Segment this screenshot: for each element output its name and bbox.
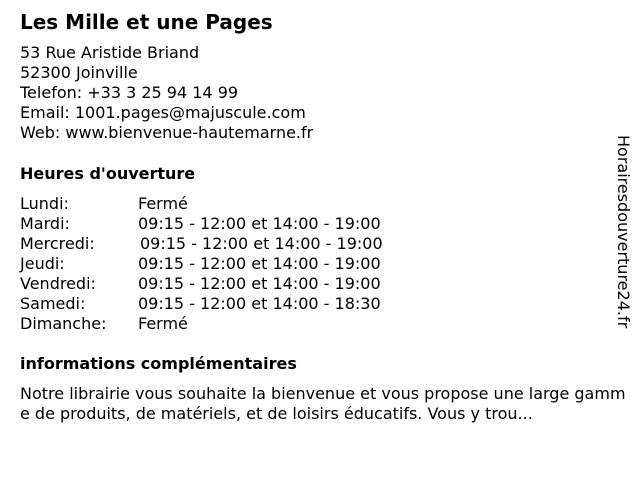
phone-link[interactable]: +33 3 25 94 14 99	[87, 83, 239, 102]
site-watermark: Horairesdouverture24.fr	[614, 135, 633, 329]
email-link[interactable]: 1001.pages@majuscule.com	[74, 103, 306, 122]
day-label: Samedi:	[20, 294, 86, 313]
day-label: Vendredi:	[20, 274, 96, 293]
city-address: 52300 Joinville	[20, 63, 138, 82]
day-label: Mercredi:	[20, 234, 95, 253]
website-link[interactable]: www.bienvenue-hautemarne.fr	[65, 123, 314, 142]
additional-info-heading: informations complémentaires	[20, 354, 297, 373]
street-address: 53 Rue Aristide Briand	[20, 43, 200, 62]
email-line	[20, 103, 313, 123]
day-label: Lundi:	[20, 194, 69, 213]
phone-line	[20, 83, 313, 103]
day-label: Dimanche:	[20, 314, 107, 333]
day-label: Mardi:	[20, 214, 70, 233]
store-address-block	[20, 43, 313, 143]
hours-value: 09:15 - 12:00 et 14:00 - 19:00	[138, 254, 381, 273]
hours-value: 09:15 - 12:00 et 14:00 - 19:00	[138, 214, 381, 233]
web-label: Web:	[20, 123, 61, 142]
hours-value: 09:15 - 12:00 et 14:00 - 19:00	[138, 274, 381, 293]
web-line	[20, 123, 313, 143]
hours-value: 09:15 - 12:00 et 14:00 - 18:30	[138, 294, 381, 313]
phone-label: Telefon:	[20, 83, 83, 102]
store-name: Les Mille et une Pages	[20, 10, 273, 34]
day-label: Jeudi:	[20, 254, 65, 273]
hours-value: 09:15 - 12:00 et 14:00 - 19:00	[140, 234, 383, 253]
additional-info-text: Notre librairie vous souhaite la bienvenue et vous propose une large gamme de produits, de matériels, et de loisirs éducatifs. Vous y trou...	[20, 384, 626, 423]
hours-value: Fermé	[138, 314, 188, 333]
opening-hours-heading: Heures d'ouverture	[20, 164, 196, 183]
email-label: Email:	[20, 103, 70, 122]
hours-value: Fermé	[138, 194, 188, 213]
